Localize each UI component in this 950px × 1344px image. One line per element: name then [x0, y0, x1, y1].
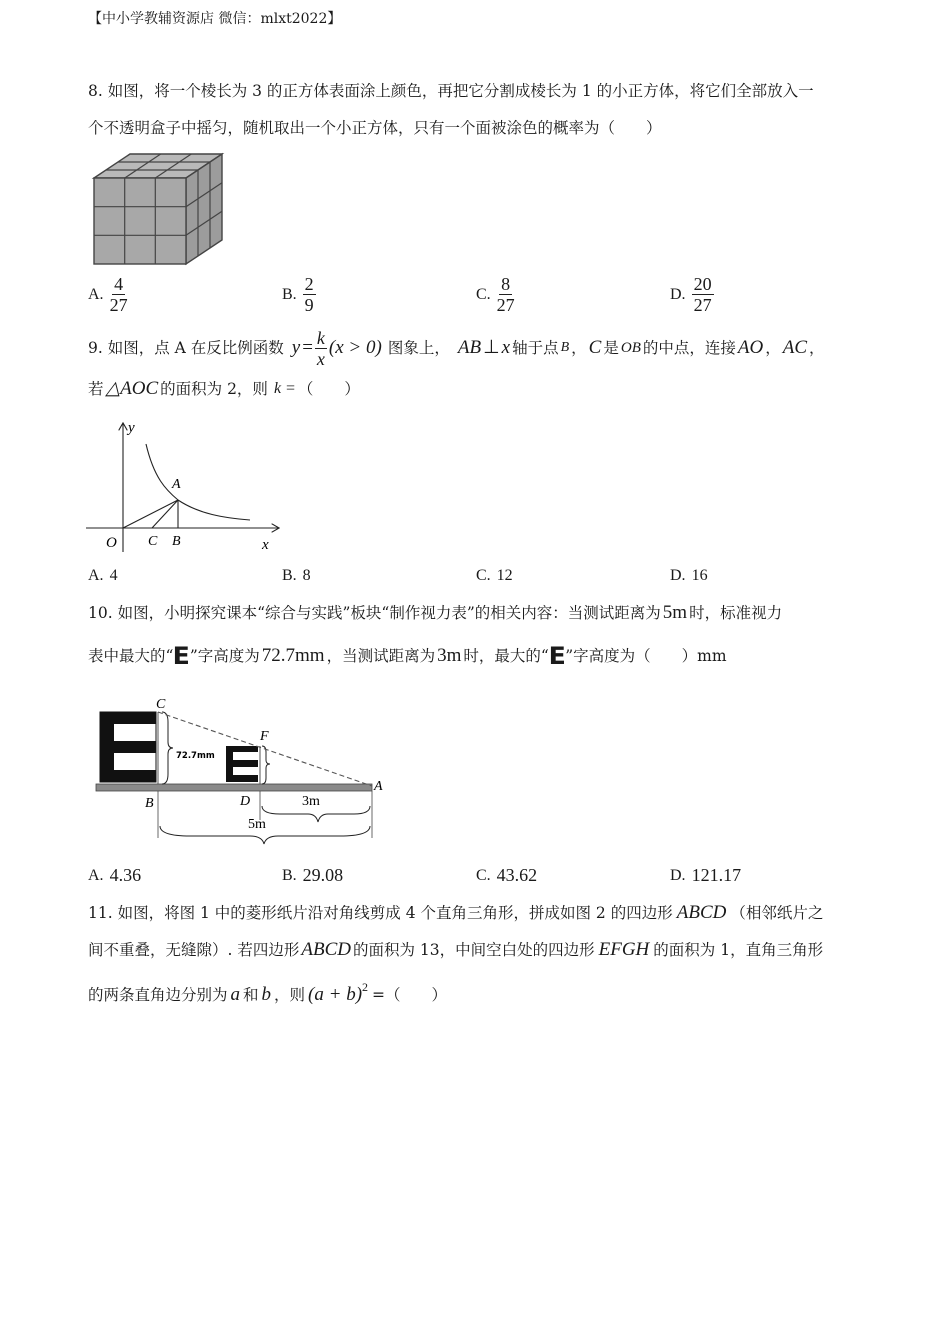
fig-label-5m: 5m — [248, 817, 266, 832]
letter-e-icon: E — [173, 642, 191, 670]
graph-label-a: A — [172, 477, 181, 492]
q9-ob: OB — [620, 340, 641, 356]
q11-abcd: ABCD — [676, 902, 727, 923]
q9-text-5: 的中点，连接 — [642, 339, 736, 357]
q11-text-2: （相邻纸片之 — [730, 904, 824, 922]
fig-label-c: C — [156, 697, 166, 712]
q8-option-b-label: B. — [282, 285, 297, 303]
q10-option-a[interactable] — [88, 865, 141, 886]
q10-height: 72.7mm — [261, 645, 325, 666]
q10-text-5: ，当测试距离为 — [326, 647, 436, 665]
q9-option-b-value: 8 — [302, 567, 311, 584]
fig-label-height: 72.7mm — [176, 751, 215, 761]
q9-graph — [84, 418, 284, 556]
q8-line1: 8. 如图，将一个棱长为 3 的正方体表面涂上颜色，再把它分割成棱长为 1 的小正方体，将它们全部放入一 — [88, 82, 814, 100]
q11-text-5: 的面积为 1，直角三角形 — [653, 941, 824, 959]
q10-text-1: 10. 如图，小明探究课本“综合与实践”板块“制作视力表”的相关内容：当测试距离为 — [88, 604, 661, 622]
q11-exponent: 2 — [362, 980, 369, 994]
q9-k-eq: k = — [273, 380, 296, 397]
q10-distance-3m: 3m — [437, 645, 462, 666]
q9-line1 — [88, 326, 825, 370]
q10-line2 — [88, 642, 727, 670]
q10-option-d-label: D. — [670, 866, 686, 884]
q9-condition: (x > 0) — [328, 337, 382, 358]
numerator: 8 — [501, 274, 511, 294]
q11-text-1: 11. 如图，将图 1 中的菱形纸片沿对角线剪成 4 个直角三角形，拼成如图 2 的四边形 — [88, 904, 673, 922]
q11-expr: (a + b) — [308, 984, 363, 1005]
q9-text-2: 图象上， — [387, 339, 450, 357]
q8-option-c[interactable] — [476, 274, 515, 315]
q11-text-and: 和 — [243, 986, 259, 1004]
q11-text-7: ，则 — [274, 986, 306, 1004]
q10-option-a-label: A. — [88, 866, 104, 884]
q10-option-d-value: 121.17 — [691, 865, 742, 885]
q9-option-a-value: 4 — [109, 567, 118, 584]
q11-line1 — [88, 902, 823, 924]
q9-text-4: 是 — [603, 339, 619, 357]
q10-option-c-label: C. — [476, 866, 491, 884]
q9-fraction — [315, 328, 327, 369]
q10-option-b[interactable] — [282, 865, 343, 886]
q9-text-8: （ ） — [297, 380, 360, 398]
q10-option-c[interactable] — [476, 865, 537, 886]
q9-x: x — [316, 348, 325, 369]
q8-line2: 个不透明盒子中摇匀，随机取出一个小正方体，只有一个面被涂色的概率为（ ） — [88, 119, 662, 137]
q9-text-7: 的面积为 2，则 — [160, 380, 268, 398]
q9-comma-3: ， — [809, 339, 825, 357]
q9-text-6: 若 — [88, 380, 104, 398]
q9-ab: AB — [457, 337, 482, 358]
q9-option-d-label: D. — [670, 567, 686, 584]
q9-option-d[interactable] — [670, 567, 708, 585]
q9-option-c-label: C. — [476, 567, 491, 584]
letter-e-icon-2: E — [548, 642, 566, 670]
q9-option-a-label: A. — [88, 567, 104, 584]
graph-label-c: C — [148, 534, 158, 549]
denominator: 27 — [109, 295, 128, 315]
q8-option-c-fraction — [497, 274, 515, 315]
q11-text-8: =（ ） — [372, 986, 448, 1004]
page-header: 【中小学教辅资源店 微信：mlxt2022】 — [88, 11, 342, 27]
q10-text-4: ”字高度为 — [189, 647, 260, 665]
q9-option-d-value: 16 — [691, 567, 708, 584]
q10-option-b-value: 29.08 — [302, 865, 344, 885]
q9-triangle: △AOC — [105, 378, 159, 399]
q10-figure — [90, 694, 400, 846]
q8-option-b[interactable] — [282, 274, 316, 315]
q11-a: a — [230, 984, 241, 1005]
q10-option-d[interactable] — [670, 865, 741, 886]
graph-label-b: B — [172, 534, 181, 549]
q10-text-6: 时，最大的“ — [463, 647, 549, 665]
q9-c: C — [588, 337, 602, 358]
graph-label-o: O — [106, 535, 117, 551]
q9-xaxis: x — [501, 337, 511, 358]
q9-line2 — [88, 378, 360, 400]
q10-line1 — [88, 602, 782, 624]
graph-label-x: x — [262, 537, 269, 553]
denominator: 9 — [304, 295, 314, 315]
q9-comma-2: ， — [765, 339, 781, 357]
q8-option-d-fraction — [692, 274, 714, 315]
q9-b: B — [560, 340, 570, 355]
q8-option-a-fraction — [110, 274, 128, 315]
fig-label-3m: 3m — [302, 794, 320, 809]
q8-option-c-label: C. — [476, 285, 491, 303]
q11-text-6: 的两条直角边分别为 — [88, 986, 228, 1004]
q11-abcd-2: ABCD — [301, 939, 351, 960]
q9-option-c[interactable] — [476, 567, 513, 585]
q9-option-b-label: B. — [282, 567, 297, 584]
q10-option-c-value: 43.62 — [496, 865, 538, 885]
q9-ao: AO — [737, 337, 764, 358]
q9-perp: ⊥ — [483, 337, 500, 358]
numerator: 4 — [114, 274, 124, 294]
q10-text-2: 时，标准视力 — [689, 604, 783, 622]
q8-option-d[interactable] — [670, 274, 714, 315]
q9-text-3: 轴于点 — [512, 339, 559, 357]
q11-text-4: 的面积为 13，中间空白处的四边形 — [352, 941, 595, 959]
q9-ac: AC — [782, 337, 808, 358]
q8-option-b-fraction — [303, 274, 316, 315]
q10-distance-5m: 5m — [662, 602, 688, 623]
q11-efgh: EFGH — [598, 939, 650, 960]
q8-option-a-label: A. — [88, 285, 104, 303]
q9-comma-1: ， — [571, 339, 587, 357]
q10-option-b-label: B. — [282, 866, 297, 884]
q11-line2 — [88, 939, 823, 961]
numerator: 2 — [304, 274, 314, 294]
q9-option-c-value: 12 — [496, 567, 513, 584]
fig-label-f: F — [260, 729, 269, 744]
numerator: 20 — [693, 274, 712, 294]
q11-b: b — [261, 984, 272, 1005]
q9-eq: = — [302, 337, 313, 358]
denominator: 27 — [693, 295, 712, 315]
q8-option-a[interactable] — [88, 274, 128, 315]
fig-label-b: B — [145, 796, 154, 811]
q11-text-3: 间不重叠，无缝隙）. 若四边形 — [88, 941, 300, 959]
denominator: 27 — [496, 295, 515, 315]
q10-text-3: 表中最大的“ — [88, 647, 174, 665]
fig-label-a: A — [374, 779, 383, 794]
q9-option-a[interactable] — [88, 567, 118, 585]
cube-figure — [90, 152, 225, 266]
q10-option-a-value: 4.36 — [109, 865, 142, 885]
graph-label-y: y — [128, 420, 135, 436]
q10-text-7: ”字高度为（ ）mm — [565, 647, 727, 665]
q9-text-1: 9. 如图，点 A 在反比例函数 — [88, 339, 284, 357]
q11-line3 — [88, 980, 448, 1006]
q8-option-d-label: D. — [670, 285, 686, 303]
q9-k: k — [316, 327, 325, 348]
q9-y: y — [291, 337, 301, 358]
q9-option-b[interactable] — [282, 567, 311, 585]
fig-label-d: D — [240, 794, 251, 809]
